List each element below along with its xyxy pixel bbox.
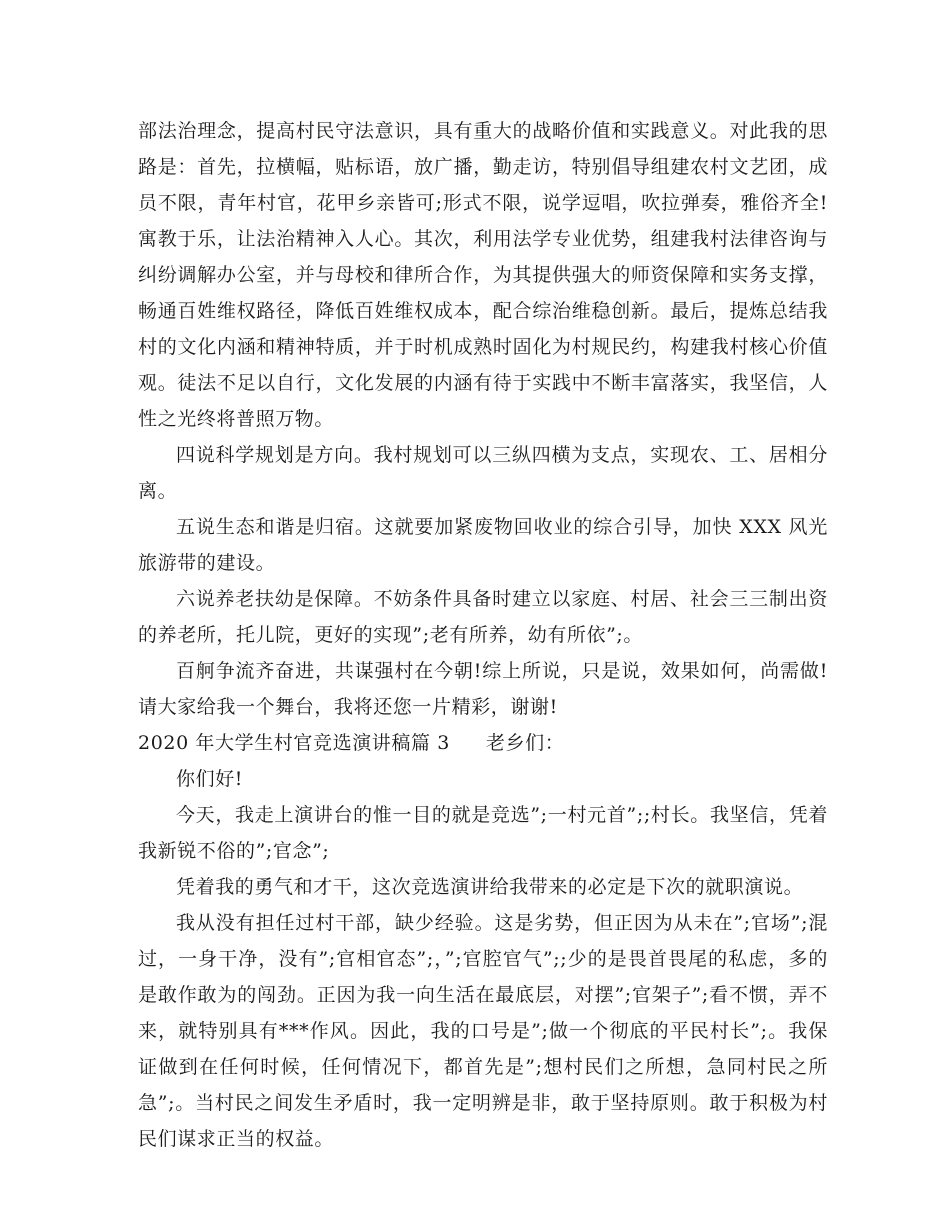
section-title: 2020 年大学生村官竞选演讲稿篇 3 xyxy=(138,732,450,754)
paragraph-courage: 凭着我的勇气和才干，这次竞选演讲给我带来的必定是下次的就职演说。 xyxy=(176,876,804,898)
paragraph-planning: 四说科学规划是方向。我村规划可以三纵四横为支点，实现农、工、居相分离。 xyxy=(138,444,828,502)
paragraph-rule-of-law: 部法治理念，提高村民守法意识，具有重大的战略价值和实践意义。对此我的思路是：首先，拉横幅，贴标语，放广播，勤走访，特别倡导组建农村文艺团，成员不限，青年村官，花甲乡亲皆可;形式不限，说学逗唱，吹拉弹奏，雅俗齐全!寓教于乐，让法治精神入人心。其次，利用法学专业优势，组建我村法律咨询与纠纷调解办公室，并与母校和律所合作，为其提供强大的师资保障和实务支撑，畅通百姓维权路径，降低百姓维权成本，配合综治维稳创新。最后，提炼总结我村的文化内涵和精神特质，并于时机成熟时固化为村规民约，构建我村核心价值观。徒法不足以自行，文化发展的内涵有待于实践中不断丰富落实，我坚信，人性之光终将普照万物。 xyxy=(138,120,828,430)
document-body xyxy=(138,113,828,1157)
paragraph-greeting: 你们好! xyxy=(176,768,244,790)
paragraph-pledge: 我从没有担任过村干部，缺少经验。这是劣势，但正因为从未在”;官场”;混过，一身干净，没有”;官相官态”;，”;官腔官气”;;少的是畏首畏尾的私虑，多的是敢作敢为的闯劲。正因为我一向生活在最底层，对摆”;官架子”;看不惯，弄不来，就特别具有***作风。因此，我的口号是”;做一个彻底的平民村长”;。我保证做到在任何时候，任何情况下，都首先是”;想村民们之所想，急同村民之所急”;。当村民之间发生矛盾时，我一定明辨是非，敢于坚持原则。敢于积极为村民们谋求正当的权益。 xyxy=(138,912,828,1150)
salutation: 老乡们： xyxy=(485,732,565,754)
paragraph-closing: 百舸争流齐奋进，共谋强村在今朝!综上所说，只是说，效果如何，尚需做!请大家给我一个舞台，我将还您一片精彩，谢谢! xyxy=(138,660,828,718)
paragraph-purpose: 今天，我走上演讲台的惟一目的就是竞选”;一村元首”;;村长。我坚信，凭着我新锐不俗的”;官念”; xyxy=(138,804,828,862)
section-heading xyxy=(138,725,828,761)
paragraph-ecology: 五说生态和谐是归宿。这就要加紧废物回收业的综合引导，加快 XXX 风光旅游带的建设。 xyxy=(138,516,828,574)
paragraph-elderly-care: 六说养老扶幼是保障。不妨条件具备时建立以家庭、村居、社会三三制出资的养老所，托儿院，更好的实现”;老有所养，幼有所依”;。 xyxy=(138,588,828,646)
